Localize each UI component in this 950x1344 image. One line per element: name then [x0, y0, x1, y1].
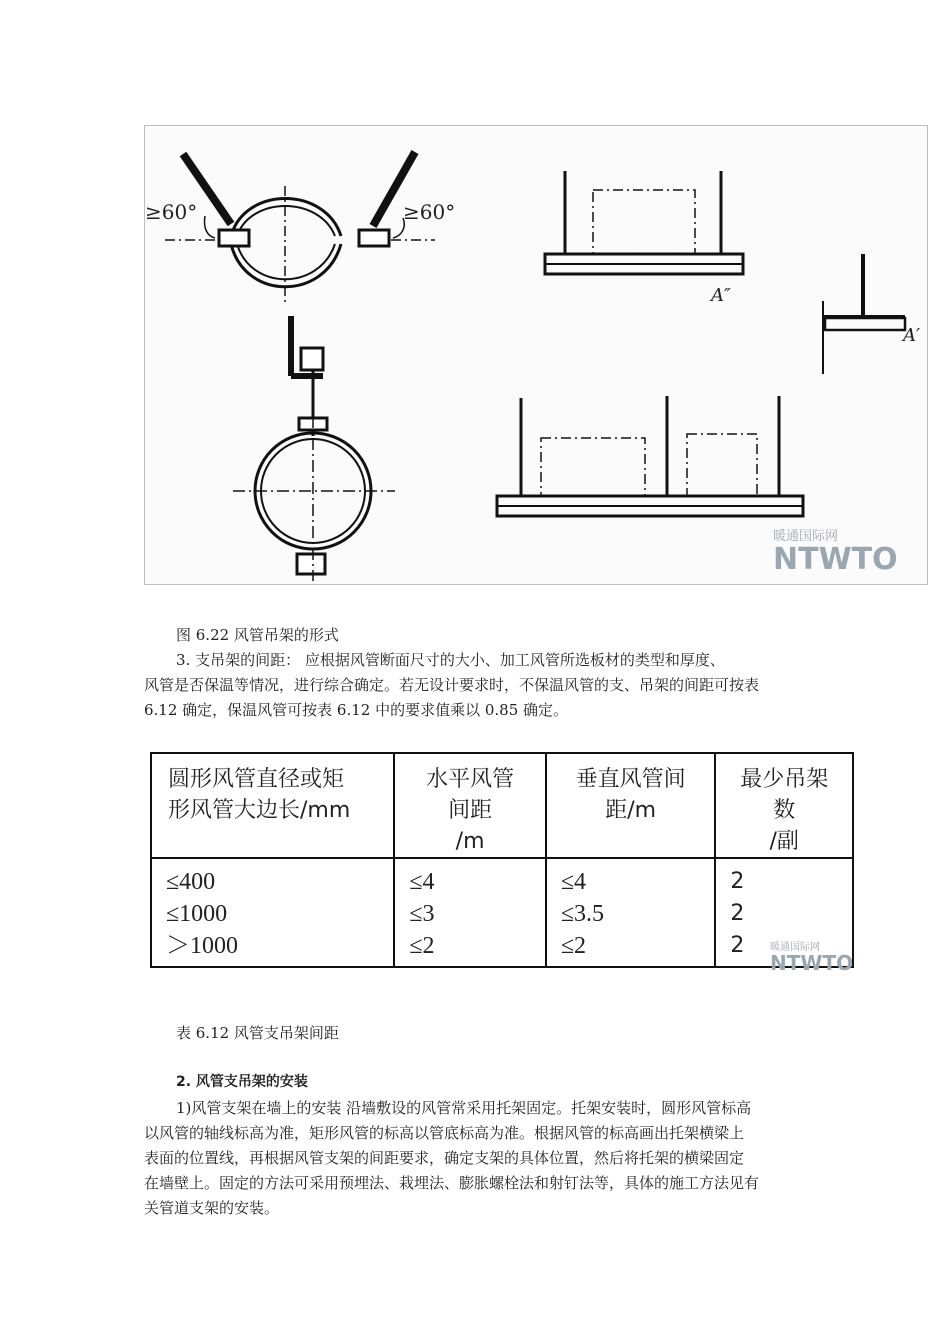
- install-line-5: 关管道支架的安装。: [144, 1199, 280, 1217]
- cell-min-hangers: 2 2 2: [715, 858, 853, 967]
- install-line-2: 以风管的轴线标高为准，矩形风管的标高以管底标高为准。根据风管的标高画出托架横梁上: [144, 1124, 745, 1142]
- angle-label-left: ≥60°: [145, 200, 198, 224]
- install-line-3: 表面的位置线，再根据风管支架的间距要求，确定支架的具体位置，然后将托架的横梁固定: [144, 1149, 745, 1167]
- cell-horizontal-spacing: ≤4 ≤3 ≤2: [394, 858, 546, 967]
- label-a-double-prime: A″: [711, 285, 731, 306]
- bottom-ring: [231, 244, 341, 287]
- figure-caption: 图 6.22 风管吊架的形式: [176, 626, 339, 644]
- label-a-prime: A′: [903, 325, 921, 346]
- install-line-1: 1)风管支架在墙上的安装 沿墙敷设的风管常采用托架固定。托架安装时，圆形风管标高: [176, 1099, 752, 1117]
- header-vertical-spacing: 垂直风管间 距/m: [546, 753, 716, 858]
- angle-label-right: ≥60°: [403, 200, 456, 224]
- cell-duct-size: ≤400 ≤1000 ＞1000: [151, 858, 394, 967]
- table-header-row: [151, 753, 853, 858]
- intro-line-3: 6.12 确定，保温风管可按表 6.12 中的要求值乘以 0.85 确定。: [144, 701, 569, 719]
- figure-watermark-cn: 暖通国际网: [773, 529, 839, 544]
- intro-line-1: 3. 支吊架的间距： 应根据风管断面尺寸的大小、加工风管所选板材的类型和厚度、: [176, 651, 725, 669]
- table-watermark: [770, 942, 853, 973]
- table-watermark-en: NTWTO: [770, 951, 854, 975]
- hanger-spacing-table: [150, 752, 854, 968]
- duct-hanger-figure: [144, 125, 928, 585]
- table-watermark-cn: 暖通国际网: [770, 942, 820, 953]
- header-horizontal-spacing: 水平风管 间距 /m: [394, 753, 546, 858]
- install-line-4: 在墙壁上。固定的方法可采用预埋法、栽埋法、膨胀螺栓法和射钉法等，具体的施工方法见有: [144, 1174, 760, 1192]
- header-duct-size: 圆形风管直径或矩 形风管大边长/mm: [151, 753, 394, 858]
- figure-watermark-en: NTWTO: [773, 542, 898, 577]
- header-min-hangers: 最少吊架 数 /副: [715, 753, 853, 858]
- table-caption: 表 6.12 风管支吊架间距: [176, 1024, 339, 1042]
- section-heading: 2. 风管支吊架的安装: [176, 1074, 308, 1090]
- figure-watermark: [773, 530, 898, 576]
- cell-vertical-spacing: ≤4 ≤3.5 ≤2: [546, 858, 716, 967]
- table-row: [151, 858, 853, 967]
- intro-line-2: 风管是否保温等情况，进行综合确定。若无设计要求时，不保温风管的支、吊架的间距可按表: [144, 676, 760, 694]
- hanger-drawing: [145, 126, 929, 586]
